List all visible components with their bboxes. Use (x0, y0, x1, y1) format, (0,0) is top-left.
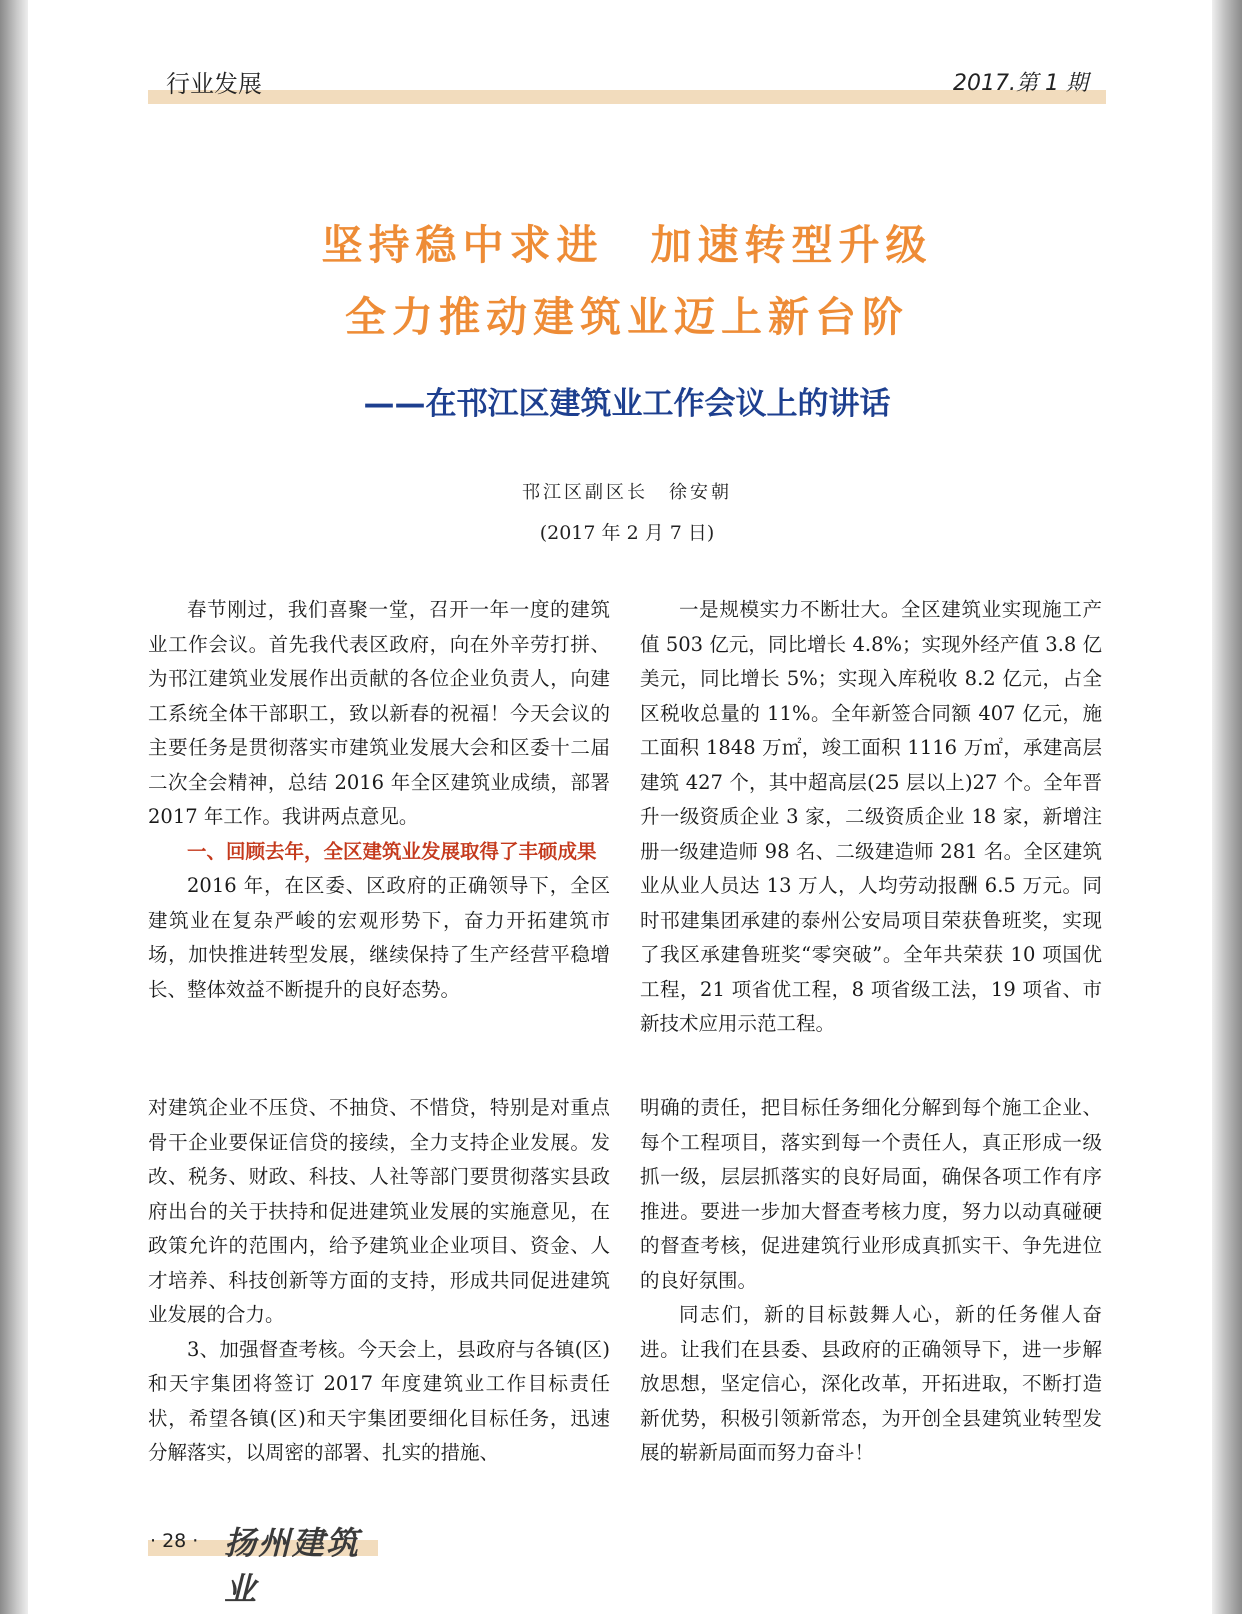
column-bottom-right (640, 1091, 1102, 1471)
paragraph: 3、加强督查考核。今天会上，县政府与各镇(区)和天宇集团将签订 2017 年度建筑业工作目标责任状，希望各镇(区)和天宇集团要细化目标任务，迅速分解落实，以周密的部署、扎实的措施、 (148, 1337, 610, 1464)
magazine-logo: 扬州建筑业 (224, 1524, 361, 1608)
page-shadow-left (0, 0, 28, 1614)
page-footer (148, 1524, 378, 1608)
issue-label: 2017.第 1 期 (953, 71, 1088, 96)
article-author: 邗江区副区长 徐安朝 (522, 482, 732, 503)
section-name: 行业发展 (166, 70, 262, 98)
section-heading: 一、回顾去年，全区建筑业发展取得了丰硕成果 (187, 839, 597, 863)
paragraph: 春节刚过，我们喜聚一堂，召开一年一度的建筑业工作会议。首先我代表区政府，向在外辛劳打拼、为邗江建筑业发展作出贡献的各位企业负责人，向建工系统全体干部职工，致以新春的祝福！今天会议的主要任务是贯彻落实市建筑业发展大会和区委十二届二次全会精神，总结 2016 年全区建筑业成绩，部署 2017 年工作。我讲两点意见。 (148, 598, 610, 828)
paragraph: 2016 年，在区委、区政府的正确领导下，全区建筑业在复杂严峻的宏观形势下，奋力开拓建筑市场，加快推进转型发展，继续保持了生产经营平稳增长、整体效益不断提升的良好态势。 (148, 874, 610, 1001)
page-shadow-right (1212, 0, 1242, 1614)
paragraph: 对建筑企业不压贷、不抽贷、不惜贷，特别是对重点骨干企业要保证信贷的接续，全力支持企业发展。发改、税务、财政、科技、人社等部门要贯彻落实县政府出台的关于扶持和促进建筑业发展的实施意见，在政策允许的范围内，给予建筑业企业项目、资金、人才培养、科技创新等方面的支持，形成共同促进建筑业发展的合力。 (148, 1096, 610, 1326)
article-title-line-1: 坚持稳中求进 加速转型升级 (321, 221, 933, 269)
article-date: (2017 年 2 月 7 日) (539, 522, 715, 544)
column-top-left (148, 593, 610, 1007)
article-title-line-2: 全力推动建筑业迈上新台阶 (345, 293, 909, 341)
article-subtitle: ——在邗江区建筑业工作会议上的讲话 (363, 386, 891, 422)
column-bottom-left (148, 1091, 610, 1471)
column-top-right (640, 593, 1102, 1042)
paragraph: 同志们，新的目标鼓舞人心，新的任务催人奋进。让我们在县委、县政府的正确领导下，进一步解放思想，坚定信心，深化改革，开拓进取，不断打造新优势，积极引领新常态，为开创全县建筑业转型发展的崭新局面而努力奋斗！ (640, 1303, 1102, 1464)
page-number: · 28 · (150, 1530, 199, 1552)
paragraph: 明确的责任，把目标任务细化分解到每个施工企业、每个工程项目，落实到每一个责任人，真正形成一级抓一级，层层抓落实的良好局面，确保各项工作有序推进。要进一步加大督查考核力度，努力以动真碰硬的督查考核，促进建筑行业形成真抓实干、争先进位的良好氛围。 (640, 1096, 1102, 1292)
paragraph: 一是规模实力不断壮大。全区建筑业实现施工产值 503 亿元，同比增长 4.8%；实现外经产值 3.8 亿美元，同比增长 5%；实现入库税收 8.2 亿元，占全区税收总量的 11%。全年新签合同额 407 亿元，施工面积 1848 万㎡，竣工面积 1116 万㎡，承建高层建筑 427 个，其中超高层(25 层以上)27 个。全年晋升一级资质企业 3 家，二级资质企业 18 家，新增注册一级建造师 98 名、二级建造师 281 名。全区建筑业从业人员达 13 万人，人均劳动报酬 6.5 万元。同时邗建集团承建的泰州公安局项目荣获鲁班奖，实现了我区承建鲁班奖“零突破”。全年共荣获 10 项国优工程，21 项省优工程，8 项省级工法，19 项省、市新技术应用示范工程。 (640, 598, 1102, 1035)
page-header (148, 62, 1106, 102)
